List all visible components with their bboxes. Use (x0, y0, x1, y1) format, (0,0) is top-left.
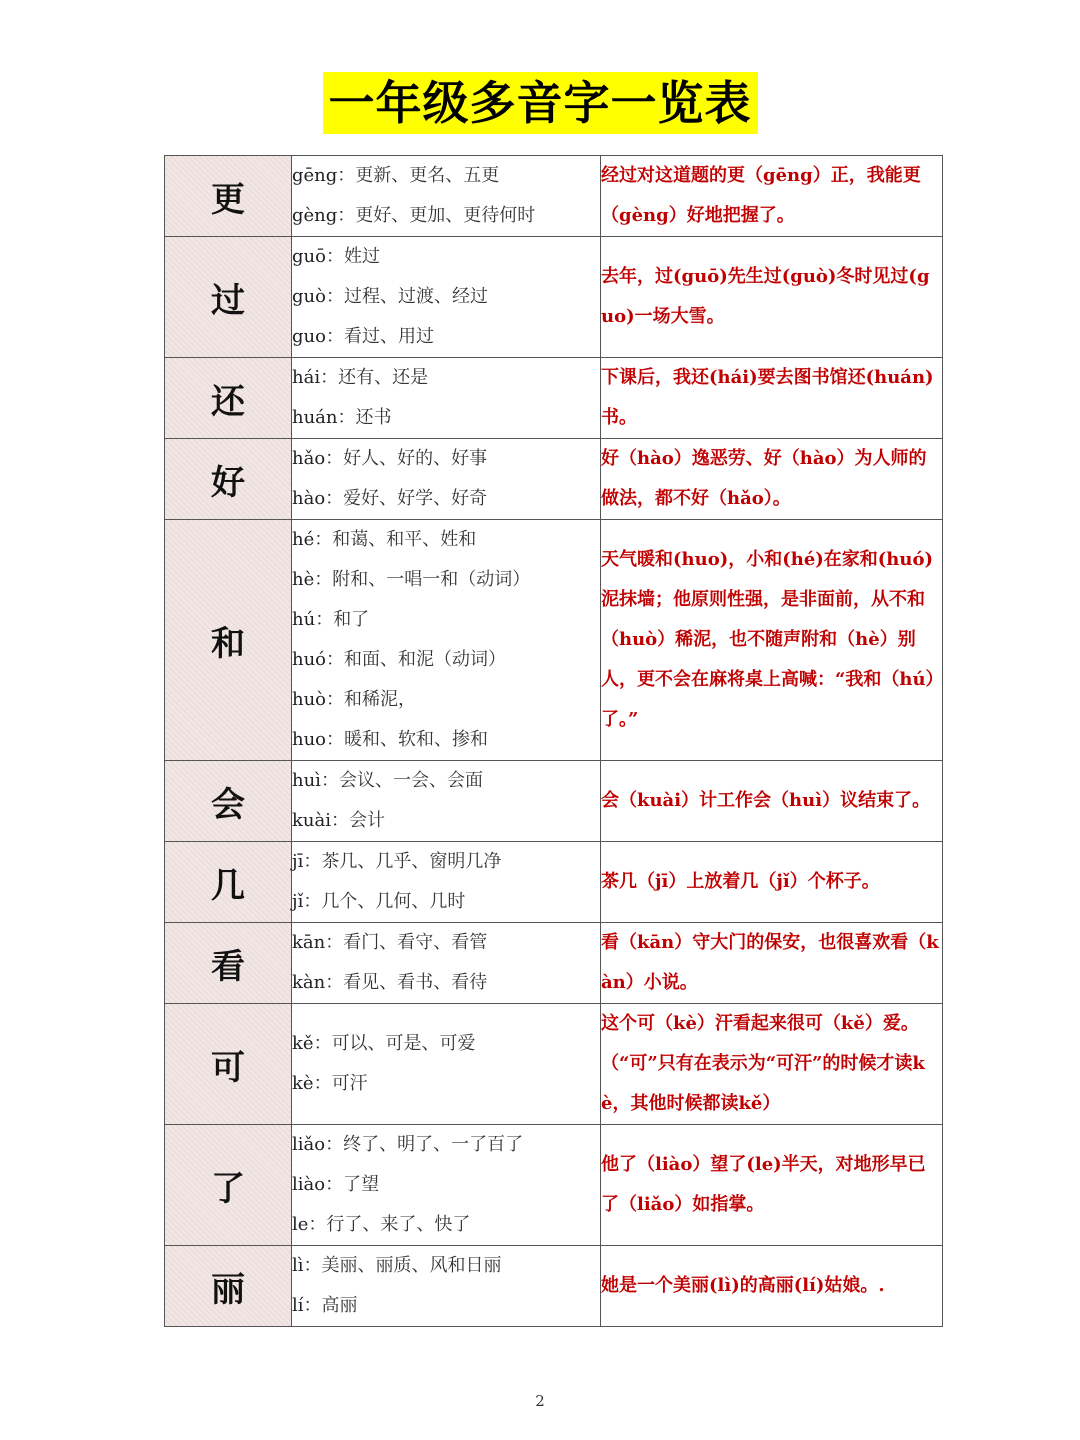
reading-pinyin: hè (292, 569, 315, 590)
reading-words: 看门、看守、看管 (343, 932, 488, 953)
character: 几 (211, 865, 245, 906)
reading-words: 和蔼、和平、姓和 (332, 529, 477, 550)
character: 了 (211, 1168, 245, 1209)
reading-pinyin: liǎo (292, 1134, 326, 1155)
example-cell (601, 1125, 943, 1246)
reading-line (292, 963, 600, 1003)
reading-line (292, 680, 600, 720)
reading-words: 暖和、软和、掺和 (344, 729, 489, 750)
table-row (165, 1246, 943, 1327)
reading-words: 附和、一唱一和（动词） (332, 569, 531, 590)
reading-separator: ： (303, 1255, 322, 1276)
polyphonic-table (164, 155, 943, 1327)
character-cell (165, 237, 292, 358)
reading-pinyin: kuài (292, 810, 331, 831)
readings-cell (292, 237, 601, 358)
table-row (165, 520, 943, 761)
reading-line (292, 1286, 600, 1326)
table-row (165, 1125, 943, 1246)
reading-words: 和稀泥， (344, 689, 417, 710)
reading-line (292, 761, 600, 801)
reading-pinyin: liào (292, 1174, 326, 1195)
table-row (165, 842, 943, 923)
table-row (165, 439, 943, 520)
table-row (165, 1004, 943, 1125)
page-number: 2 (535, 1392, 545, 1410)
character: 看 (211, 946, 245, 987)
example-sentence: 茶几（jī）上放着几（jǐ）个杯子。 (601, 871, 880, 892)
reading-separator: ： (325, 326, 344, 347)
page-title: 一年级多音字一览表 (323, 72, 758, 134)
reading-line (292, 1064, 600, 1104)
reading-pinyin: huì (292, 770, 321, 791)
reading-words: 姓过 (343, 246, 380, 267)
reading-line (292, 237, 600, 277)
reading-line (292, 398, 600, 438)
example-cell (601, 923, 943, 1004)
reading-separator: ： (325, 488, 344, 509)
reading-pinyin: kè (292, 1073, 314, 1094)
reading-line (292, 277, 600, 317)
reading-words: 和了 (333, 609, 370, 630)
reading-pinyin: gēng (292, 165, 338, 186)
reading-words: 了望 (343, 1174, 380, 1195)
character-cell (165, 439, 292, 520)
readings-cell (292, 439, 601, 520)
example-sentence: 他了（liào）望了(le)半天，对地形早已了（liǎo）如指掌。 (601, 1154, 926, 1215)
readings-cell (292, 1125, 601, 1246)
example-sentence: 她是一个美丽(lì)的高丽(lí)姑娘。. (601, 1275, 885, 1296)
example-sentence: 好（hào）逸恶劳、好（hào）为人师的做法，都不好（hǎo）。 (601, 448, 927, 509)
reading-pinyin: kàn (292, 972, 326, 993)
reading-pinyin: kān (292, 932, 326, 953)
readings-cell (292, 1004, 601, 1125)
table-row (165, 237, 943, 358)
reading-separator: ： (314, 569, 333, 590)
reading-line (292, 1246, 600, 1286)
example-cell (601, 842, 943, 923)
readings-cell (292, 761, 601, 842)
example-cell (601, 761, 943, 842)
reading-pinyin: hào (292, 488, 326, 509)
reading-pinyin: gèng (292, 205, 338, 226)
reading-words: 还有、还是 (338, 367, 429, 388)
reading-pinyin: jǐ (292, 891, 304, 912)
table-row (165, 761, 943, 842)
title-wrap (0, 72, 1080, 134)
reading-separator: ： (337, 205, 356, 226)
reading-line (292, 640, 600, 680)
reading-words: 行了、来了、快了 (326, 1214, 471, 1235)
reading-pinyin: hái (292, 367, 321, 388)
character: 可 (211, 1047, 245, 1088)
reading-words: 还书 (355, 407, 392, 428)
reading-separator: ： (325, 1174, 344, 1195)
reading-words: 好人、好的、好事 (343, 448, 488, 469)
reading-separator: ： (331, 810, 349, 831)
example-sentence: 这个可（kè）汗看起来很可（kě）爱。（“可”只有在表示为“可汗”的时候才读kè，其他时候都读kě） (601, 1013, 925, 1114)
reading-words: 看见、看书、看待 (343, 972, 488, 993)
reading-line (292, 196, 600, 236)
table-row (165, 923, 943, 1004)
example-cell (601, 1246, 943, 1327)
reading-pinyin: jī (292, 851, 304, 872)
reading-line (292, 720, 600, 760)
reading-separator: ： (325, 1134, 344, 1155)
reading-words: 会计 (349, 810, 385, 831)
reading-line (292, 520, 600, 560)
character-cell (165, 761, 292, 842)
reading-pinyin: guò (292, 286, 326, 307)
reading-separator: ： (326, 729, 345, 750)
reading-line (292, 156, 600, 196)
reading-separator: ： (326, 689, 345, 710)
reading-pinyin: huo (292, 729, 327, 750)
reading-separator: ： (325, 246, 344, 267)
character: 会 (211, 784, 245, 825)
character: 好 (211, 462, 245, 503)
character-cell (165, 1125, 292, 1246)
reading-line (292, 1125, 600, 1165)
character-cell (165, 358, 292, 439)
reading-line (292, 842, 600, 882)
example-sentence: 经过对这道题的更（gēng）正，我能更（gèng）好地把握了。 (601, 165, 921, 226)
example-sentence: 看（kān）守大门的保安，也很喜欢看（kàn）小说。 (601, 932, 939, 993)
character-cell (165, 1246, 292, 1327)
character: 和 (211, 623, 245, 664)
reading-line (292, 439, 600, 479)
table-row (165, 358, 943, 439)
example-sentence: 会（kuài）计工作会（huì）议结束了。 (601, 790, 931, 811)
reading-pinyin: lì (292, 1255, 304, 1276)
reading-words: 过程、过渡、经过 (343, 286, 488, 307)
example-cell (601, 237, 943, 358)
reading-separator: ： (320, 367, 339, 388)
reading-pinyin: hǎo (292, 448, 326, 469)
reading-words: 爱好、好学、好奇 (343, 488, 488, 509)
reading-words: 和面、和泥（动词） (344, 649, 507, 670)
reading-words: 可以、可是、可爱 (331, 1033, 476, 1054)
example-cell (601, 1004, 943, 1125)
reading-pinyin: kě (292, 1033, 314, 1054)
readings-cell (292, 923, 601, 1004)
reading-line (292, 600, 600, 640)
reading-line (292, 479, 600, 519)
reading-separator: ： (313, 1073, 332, 1094)
reading-words: 高丽 (321, 1295, 358, 1316)
reading-words: 会议、一会、会面 (338, 770, 483, 791)
character-cell (165, 1004, 292, 1125)
example-cell (601, 156, 943, 237)
reading-words: 更好、更加、更待何时 (355, 205, 536, 226)
reading-separator: ： (337, 165, 356, 186)
readings-cell (292, 1246, 601, 1327)
character-cell (165, 923, 292, 1004)
reading-words: 更新、更名、五更 (355, 165, 500, 186)
reading-line (292, 1024, 600, 1064)
reading-separator: ： (308, 1214, 327, 1235)
character-cell (165, 520, 292, 761)
reading-pinyin: guo (292, 326, 326, 347)
reading-line (292, 1205, 600, 1245)
example-cell (601, 358, 943, 439)
reading-separator: ： (325, 972, 344, 993)
readings-cell (292, 156, 601, 237)
readings-cell (292, 520, 601, 761)
reading-pinyin: hé (292, 529, 315, 550)
table-body (165, 156, 943, 1327)
example-cell (601, 520, 943, 761)
reading-separator: ： (315, 609, 334, 630)
character: 更 (211, 179, 245, 220)
character: 过 (211, 280, 245, 321)
reading-separator: ： (325, 286, 344, 307)
reading-words: 几个、几何、几时 (321, 891, 466, 912)
reading-words: 终了、明了、一了百了 (343, 1134, 524, 1155)
reading-separator: ： (326, 649, 345, 670)
reading-words: 茶几、几乎、窗明几净 (321, 851, 502, 872)
reading-separator: ： (325, 932, 344, 953)
reading-separator: ： (313, 1033, 332, 1054)
readings-cell (292, 358, 601, 439)
reading-pinyin: huó (292, 649, 327, 670)
reading-separator: ： (303, 851, 322, 872)
reading-words: 美丽、丽质、风和日丽 (321, 1255, 502, 1276)
character-cell (165, 156, 292, 237)
reading-line (292, 1165, 600, 1205)
reading-separator: ： (320, 770, 339, 791)
reading-line (292, 801, 600, 841)
example-sentence: 下课后，我还(hái)要去图书馆还(huán)书。 (601, 367, 934, 428)
readings-cell (292, 842, 601, 923)
example-sentence: 去年，过(guō)先生过(guò)冬时见过(guo)一场大雪。 (601, 266, 930, 327)
character: 丽 (211, 1269, 245, 1310)
example-cell (601, 439, 943, 520)
reading-pinyin: lí (292, 1295, 304, 1316)
reading-separator: ： (303, 1295, 322, 1316)
table-row (165, 156, 943, 237)
reading-line (292, 923, 600, 963)
reading-pinyin: hú (292, 609, 316, 630)
reading-pinyin: le (292, 1214, 309, 1235)
reading-line (292, 317, 600, 357)
reading-line (292, 882, 600, 922)
reading-separator: ： (314, 529, 333, 550)
reading-words: 看过、用过 (343, 326, 434, 347)
reading-words: 可汗 (331, 1073, 368, 1094)
reading-pinyin: guō (292, 246, 326, 267)
reading-line (292, 560, 600, 600)
reading-pinyin: huán (292, 407, 338, 428)
character: 还 (211, 381, 245, 422)
character-cell (165, 842, 292, 923)
reading-separator: ： (325, 448, 344, 469)
reading-line (292, 358, 600, 398)
reading-separator: ： (303, 891, 322, 912)
reading-pinyin: huò (292, 689, 327, 710)
reading-separator: ： (337, 407, 356, 428)
example-sentence: 天气暖和(huo)，小和(hé)在家和(huó)泥抹墙；他原则性强，是非面前，从不和（huò）稀泥，也不随声附和（hè）别人，更不会在麻将桌上高喊：“我和（hú）了。” (601, 549, 935, 730)
